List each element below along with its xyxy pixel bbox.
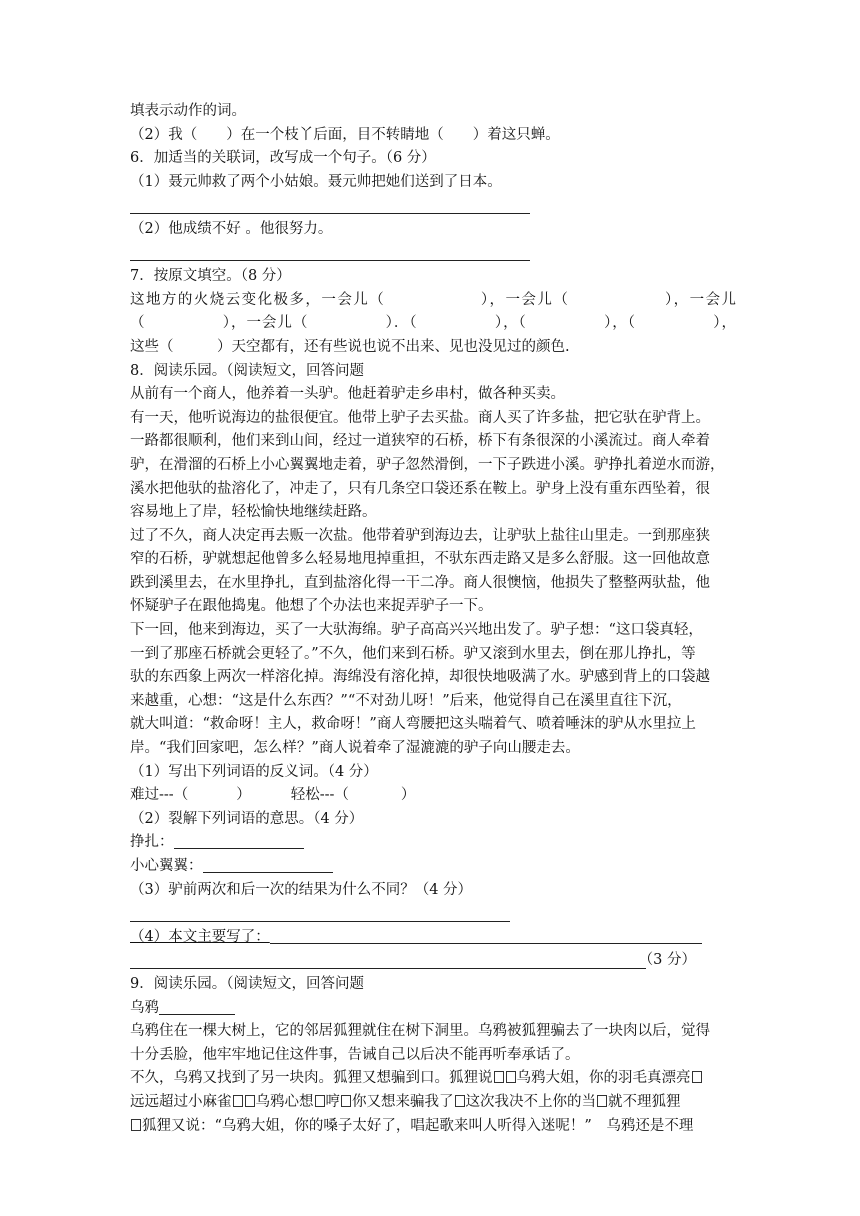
punctuation-box[interactable] (506, 1071, 516, 1083)
passage-line: 下一回，他来到海边，买了一大驮海绵。驴子高高兴兴地出发了。驴子想：“这口袋真轻， (130, 622, 703, 639)
punctuation-box[interactable] (455, 1095, 465, 1107)
answer-line (130, 949, 736, 973)
passage-text: 乌鸦心想 (255, 1093, 314, 1110)
punctuation-line (130, 1091, 736, 1115)
text-line: 填表示动作的词。 (130, 103, 246, 119)
passage-line: 一到了那座石桥就会更轻了。”不久，他们来到石桥。驴又滚到水里去，倒在那儿挣扎，等 (130, 645, 696, 662)
question-8-2: （2）裂解下列词语的意思。（4 分） (130, 810, 364, 827)
antonym-close: ） (236, 787, 251, 804)
passage-line: 岸。“我们回家吧，怎么样？”商人说着牵了湿漉漉的驴子向山腰走去。 (130, 740, 580, 757)
fill-in-line: 这地方的火烧云变化极多，一会儿（ ），一会儿（ ），一会儿 (130, 291, 736, 308)
antonym-prompt: 轻松---（ (290, 787, 349, 804)
punctuation-box[interactable] (315, 1095, 325, 1107)
punctuation-box[interactable] (341, 1095, 351, 1107)
definition-label: 小心翼翼： (130, 858, 203, 874)
question-8-1: （1）写出下列词语的反义词。（4 分） (130, 763, 378, 780)
question-5-2: （2）我（ ）在一个枝丫后面，目不转睛地（ ）着这只蝉。 (130, 126, 560, 143)
passage-text: 不久，乌鸦又找到了另一块肉。狐狸又想骗到口。狐狸说 (130, 1070, 493, 1087)
passage-text: 就不理狐狸 (608, 1093, 681, 1110)
punctuation-box[interactable] (692, 1071, 702, 1083)
passage-line: 驴，在滑溜的石桥上小心翼翼地走着，驴子忽然滑倒，一下子跌进小溪。驴挣扎着逆水而游， (130, 456, 725, 473)
question-8-4-prompt: （4）本文主要写了： (130, 928, 270, 945)
answer-blank[interactable] (203, 857, 333, 873)
passage-line: 窄的石桥，驴就想起他曾多么轻易地甩掉重担，不驮东西走路又是多么舒服。这一回他故意 (130, 551, 710, 568)
punctuation-box[interactable] (597, 1095, 607, 1107)
answer-line[interactable] (130, 242, 736, 266)
passage-line: 跌到溪里去，在水里挣扎，直到盐溶化得一干二净。商人很懊恼，他损失了整整两驮盐，他 (130, 574, 710, 591)
passage-line: 从前有一个商人，他养着一头驴。他赶着驴走乡串村，做各种买卖。 (130, 386, 565, 403)
question-9-heading: 9．阅读乐园。（阅读短文，回答问题 (130, 975, 364, 992)
punctuation-line (130, 1115, 736, 1139)
answer-blank[interactable] (130, 968, 646, 969)
question-6-2: （2）他成绩不好 。他很努力。 (130, 220, 333, 237)
fill-in-line: （ ），一会儿（ ）．（ ），（ ），（ ）， (130, 315, 736, 332)
passage-text: 你又想来骗我了 (352, 1093, 454, 1110)
question-7-heading: 7．按原文填空。（8 分） (130, 268, 291, 285)
question-6-1: （1）聂元帅救了两个小姑娘。聂元帅把她们送到了日本。 (130, 173, 502, 190)
punctuation-box[interactable] (233, 1095, 243, 1107)
passage-text: 乌鸦大姐，你的羽毛真漂亮 (516, 1070, 691, 1087)
punctuation-box[interactable] (245, 1095, 255, 1107)
definition-line (130, 855, 736, 879)
title-blank[interactable] (159, 999, 235, 1015)
passage-line: 有一天，他听说海边的盐很便宜。他带上驴子去买盐。商人买了许多盐，把它驮在驴背上。 (130, 409, 710, 426)
question-8-heading: 8．阅读乐园。（阅读短文，回答问题 (130, 362, 364, 379)
definition-label: 挣扎： (130, 834, 174, 851)
passage-line: 溪水把他驮的盐溶化了，冲走了，只有几条空口袋还系在鞍上。驴身上没有重东西坠着，很 (130, 480, 710, 497)
passage-text: 这次我决不上你的当 (465, 1093, 596, 1110)
antonym-prompt: 难过---（ (130, 787, 189, 804)
passage-title-line (130, 997, 736, 1021)
passage-line: 就大叫道：“救命呀！主人，救命呀！”商人弯腰把这头喘着气、喷着唾沫的驴从水里拉上 (130, 716, 696, 733)
passage-line: 过了不久，商人决定再去贩一次盐。他带着驴到海边去，让驴驮上盐往山里走。一到那座狭 (130, 527, 710, 544)
question-6-heading: 6．加适当的关联词，改写成一个句子。（6 分） (130, 150, 436, 167)
passage-line: 乌鸦住在一棵大树上，它的邻居狐狸就住在树下洞里。乌鸦被狐狸骗去了一块肉以后，觉得 (130, 1023, 710, 1040)
answer-line[interactable] (130, 902, 736, 926)
passage-line: 容易地上了岸，轻松愉快地继续赶路。 (130, 504, 377, 521)
definition-line (130, 831, 736, 855)
points-label: （3 分） (638, 952, 696, 969)
passage-title: 乌鸦 (130, 999, 159, 1016)
passage-line: 十分丢脸，他牢牢地记住这件事，告诫自己以后决不能再听奉承话了。 (130, 1046, 580, 1063)
punctuation-box[interactable] (131, 1119, 141, 1131)
passage-line: 驮的东西象上两次一样溶化掉。海绵没有溶化掉，却很快地吸满了水。驴感到背上的口袋越 (130, 669, 710, 686)
passage-line: 怀疑驴子在跟他捣鬼。他想了个办法也来捉弄驴子一下。 (130, 598, 493, 615)
answer-blank[interactable] (174, 833, 304, 849)
answer-blank[interactable] (270, 928, 702, 944)
question-8-3: （3）驴前两次和后一次的结果为什么不同？（4 分） (130, 881, 473, 898)
passage-line: 一路都很顺利，他们来到山间，经过一道狭窄的石桥，桥下有条很深的小溪流过。商人牵着 (130, 433, 710, 450)
passage-text: 狐狸又说：“乌鸦大姐，你的嗓子太好了，唱起歌来叫人听得入迷呢！” 乌鸦还是不理 (142, 1117, 694, 1134)
antonym-line (130, 784, 736, 808)
passage-text: 哼 (325, 1093, 340, 1110)
answer-line[interactable] (130, 194, 736, 218)
punctuation-box[interactable] (494, 1071, 504, 1083)
passage-text: 远远超过小麻雀 (130, 1093, 232, 1110)
punctuation-line (130, 1067, 736, 1091)
fill-in-line: 这些（ ）天空都有，还有些说也说不出来、见也没见过的颜色. (130, 338, 570, 355)
passage-line: 来越重，心想：“这是什么东西？”“不对劲儿呀！”后来，他觉得自己在溪里直往下沉， (130, 692, 682, 709)
question-8-4 (130, 926, 736, 950)
antonym-close: ） (400, 787, 416, 804)
worksheet-content (130, 100, 736, 1138)
